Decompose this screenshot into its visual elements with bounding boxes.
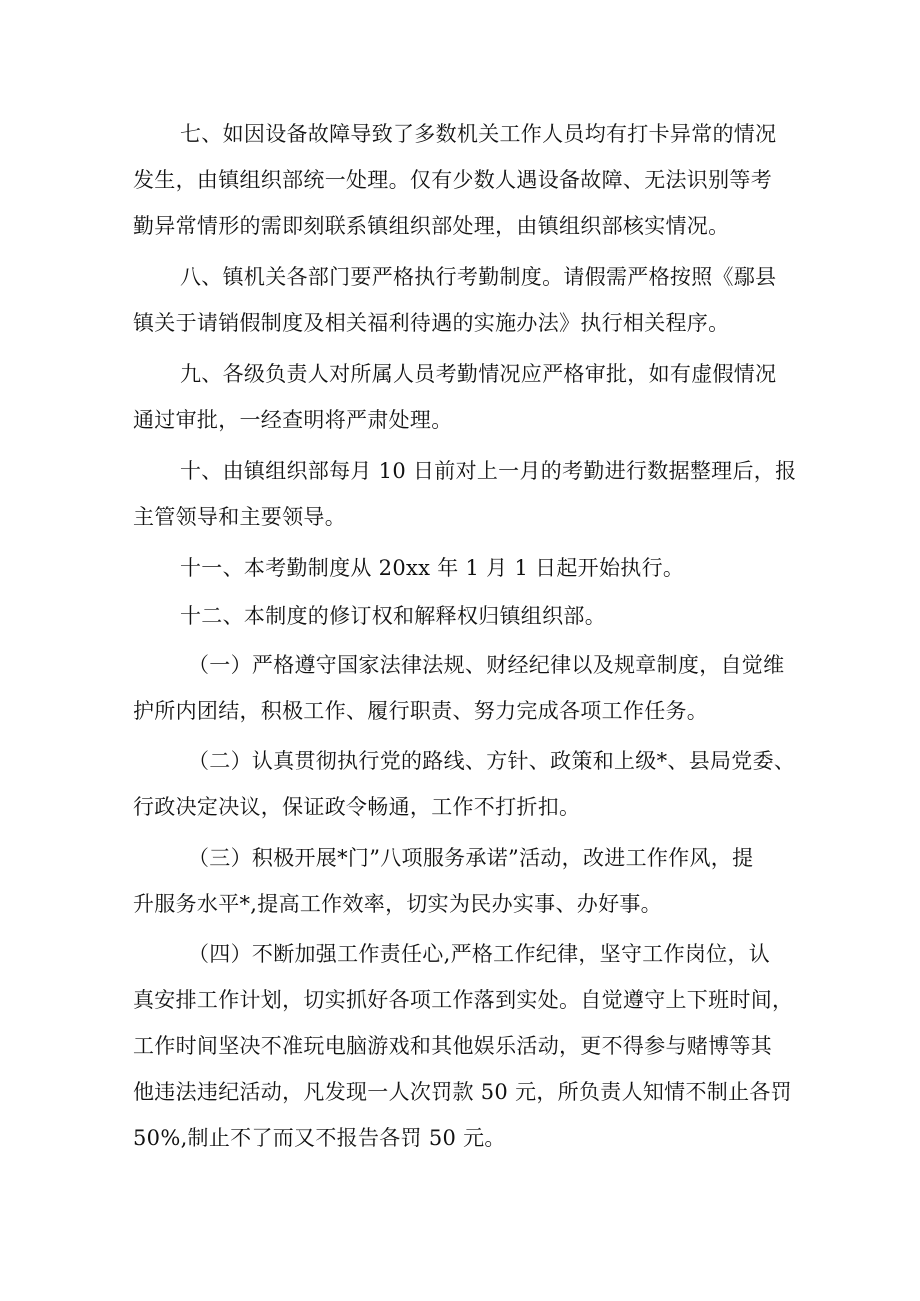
paragraph-line: 发生，由镇组织部统一处理。仅有少数人遇设备故障、无法识别等考 [133, 168, 772, 192]
paragraph-line: 勤异常情形的需即刻联系镇组织部处理，由镇组织部核实情况。 [133, 214, 730, 238]
paragraph-line: 升服务水平*,提高工作效率，切实为民办实事、办好事。 [133, 892, 662, 916]
paragraph-line: 主管领导和主要领导。 [133, 505, 346, 529]
paragraph-line: 他违法违纪活动，凡发现一人次罚款 50 元，所负责人知情不制止各罚 [133, 1080, 792, 1104]
paragraph-line: 真安排工作计划，切实抓好各项工作落到实处。自觉遵守上下班时间， [133, 988, 794, 1012]
paragraph-line: 十二、本制度的修订权和解释权归镇组织部。 [180, 604, 606, 628]
paragraph-line: 十、由镇组织部每月 10 日前对上一月的考勤进行数据整理后，报 [180, 459, 797, 483]
paragraph-line: （二）认真贯彻执行党的路线、方针、政策和上级*、县局党委、 [188, 749, 796, 773]
paragraph-line: （三）积极开展*门”八项服务承诺”活动，改进工作作风，提 [188, 846, 754, 870]
paragraph-line: 行政决定决议，保证政令畅通，工作不打折扣。 [133, 795, 581, 819]
paragraph-line: （一）严格遵守国家法律法规、财经纪律以及规章制度，自觉维 [188, 653, 785, 677]
paragraph-line: 七、如因设备故障导致了多数机关工作人员均有打卡异常的情况 [180, 122, 777, 146]
paragraph-line: （四）不断加强工作责任心,严格工作纪律，坚守工作岗位，认 [188, 942, 771, 966]
paragraph-line: 工作时间坚决不准玩电脑游戏和其他娱乐活动，更不得参与赌博等其 [133, 1034, 772, 1058]
paragraph-line: 护所内团结，积极工作、履行职责、努力完成各项工作任务。 [133, 699, 709, 723]
paragraph-line: 镇关于请销假制度及相关福利待遇的实施办法》执行相关程序。 [133, 311, 730, 335]
paragraph-line: 十一、本考勤制度从 20xx 年 1 月 1 日起开始执行。 [180, 556, 685, 580]
paragraph-line: 九、各级负责人对所属人员考勤情况应严格审批，如有虚假情况 [180, 362, 777, 386]
paragraph-line: 50%,制止不了而又不报告各罚 50 元。 [133, 1126, 506, 1150]
paragraph-line: 八、镇机关各部门要严格执行考勤制度。请假需严格按照《鄢县 [180, 265, 777, 289]
paragraph-line: 通过审批，一经查明将严肃处理。 [133, 408, 453, 432]
